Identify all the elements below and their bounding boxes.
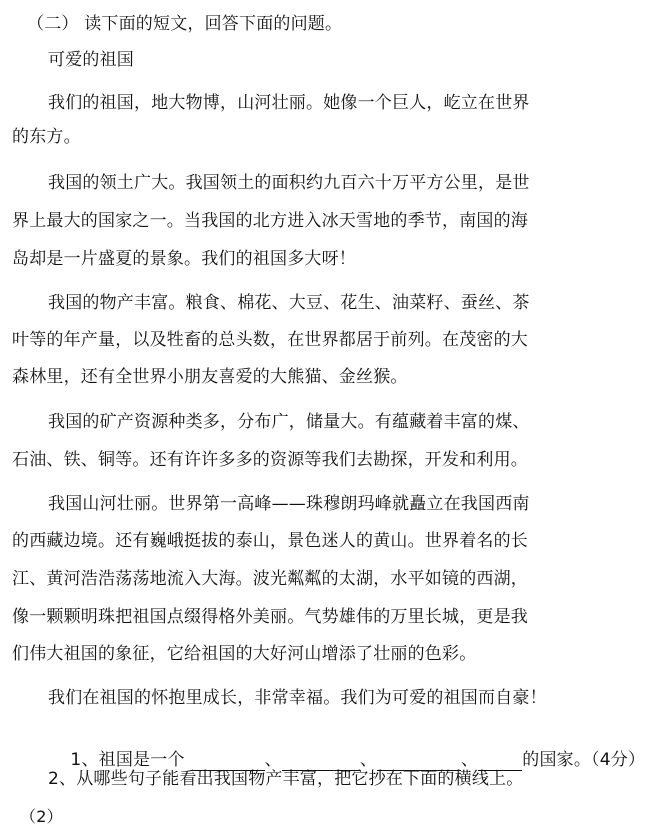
passage-line: 我国的物产丰富。粮食、棉花、大豆、花生、油菜籽、蚕丝、茶	[48, 293, 530, 313]
passage-line: 我国的领土广大。我国领土的面积约九百六十万平方公里，是世	[48, 173, 530, 193]
passage-line: 界上最大的国家之一。当我国的北方进入冰天雪地的季节，南国的海	[12, 211, 528, 231]
passage-line: 的西藏边境。还有巍峨挺拔的泰山，景色迷人的黄山。世界着名的长	[12, 531, 528, 551]
blank-separator: 、	[461, 750, 479, 770]
passage-line: 的东方。	[12, 127, 81, 147]
passage-line: 江、黄河浩浩荡荡地流入大海。波光粼粼的太湖，水平如镜的西湖，	[12, 569, 528, 589]
passage-line: 我国山河壮丽。世界第一高峰——珠穆朗玛峰就矗立在我国西南	[48, 494, 530, 514]
blank-separator: 、	[359, 750, 378, 770]
passage-line: 森林里，还有全世界小朋友喜爱的大熊猫、金丝猴。	[12, 367, 408, 387]
passage-line: 石油、铁、铜等。还有许许多多的资源等我们去勘探，开发和利用。	[12, 450, 528, 470]
passage-line: 我国的矿产资源种类多，分布广，储量大。有蕴藏着丰富的煤、	[48, 412, 530, 432]
passage-line: 们伟大祖国的象征，它给祖国的大好河山增添了壮丽的色彩。	[12, 644, 477, 664]
answer-label: （2）	[20, 807, 63, 826]
passage-line: 我们的祖国，地大物博，山河壮丽。她像一个巨人，屹立在世界	[48, 93, 530, 113]
question-2: 2、从哪些句子能看出我国物产丰富，把它抄在下面的横线上。	[48, 769, 524, 789]
passage-title: 可爱的祖国	[48, 50, 134, 70]
passage-line: 我们在祖国的怀抱里成长，非常幸福。我们为可爱的祖国而自豪！	[48, 688, 547, 708]
passage-line: 像一颗颗明珠把祖国点缀得格外美丽。气势雄伟的万里长城，更是我	[12, 607, 528, 627]
passage-line: 叶等的年产量，以及牲畜的总头数，在世界都居于前列。在茂密的大	[12, 330, 528, 350]
section-heading: （二） 读下面的短文，回答下面的问题。	[27, 14, 343, 34]
question-1-prefix: 1、祖国是一个	[70, 750, 185, 770]
blank-separator: 、	[264, 750, 282, 770]
question-1-suffix: 的国家。（4分）	[522, 750, 645, 770]
passage-line: 岛却是一片盛夏的景象。我们的祖国多大呀！	[12, 249, 356, 269]
